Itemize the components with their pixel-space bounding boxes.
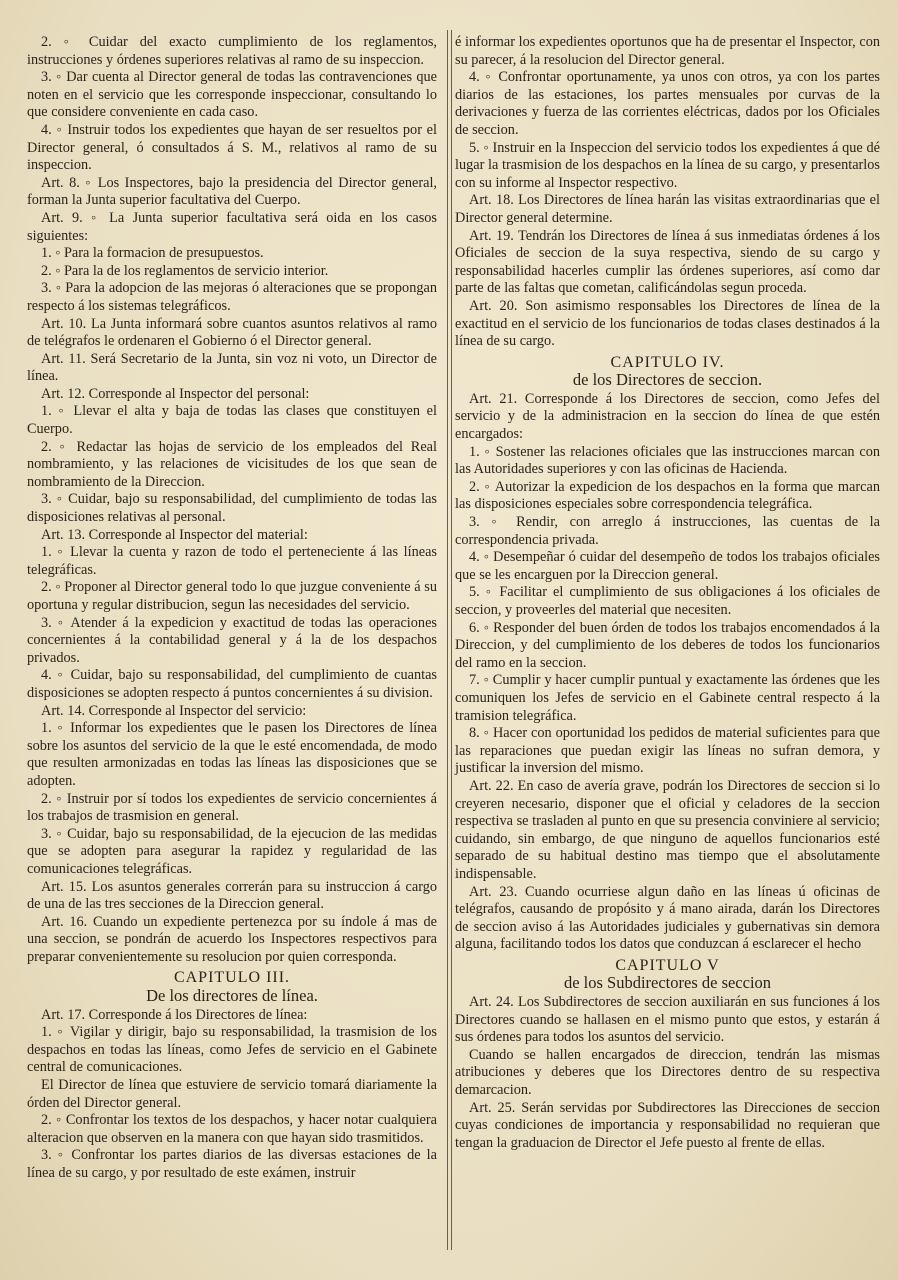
paragraph: 3. ◦ Cuidar, bajo su responsabilidad, del cumplimiento de todas las disposiciones relativas al personal.	[27, 491, 437, 526]
column-divider-inner	[451, 30, 452, 1250]
paragraph: 1. ◦ Informar los expedientes que le pasen los Directores de línea sobre los asuntos del servicio de la que le esté encomendada, de modo que resulten armonizadas en todas las líneas las disposiciones que se adopten.	[27, 720, 437, 789]
paragraph: 7. ◦ Cumplir y hacer cumplir puntual y exactamente las órdenes que les comuniquen los Jefes de servicio en el Gabinete central respecto á la tramision telegráfica.	[455, 672, 880, 724]
paragraph: Art. 16. Cuando un expediente pertenezca por su índole á mas de una seccion, se pondrán de acuerdo los Inspectores respectivos para preparar convenientemente su resolucion por quien corresponda.	[27, 913, 437, 965]
paragraph: Art. 9. ◦ La Junta superior facultativa será oida en los casos siguientes:	[27, 209, 437, 244]
paragraph: 5. ◦ Instruir en la Inspeccion del servicio todos los expedientes á que dé lugar la trasmision de los despachos en la línea de su cargo, y presentarlos con su informe al Inspector respectivo.	[455, 139, 880, 191]
paragraph: 1. ◦ Vigilar y dirigir, bajo su responsabilidad, la trasmision de los despachos en todas las líneas, como Jefes de servicio en el Gabinete central de comunicaciones.	[27, 1024, 437, 1076]
paragraph: Art. 12. Corresponde al Inspector del personal:	[41, 385, 310, 402]
chapter-heading: CAPITULO IV.	[610, 353, 725, 371]
paragraph: 1. ◦ Llevar la cuenta y razon de todo el perteneciente á las líneas telegráficas.	[27, 544, 437, 578]
paragraph: 1. ◦ Sostener las relaciones oficiales que las instrucciones marcan con las Autoridades superiores y con las oficinas de Hacienda.	[455, 443, 880, 478]
paragraph: Art. 13. Corresponde al Inspector del material:	[41, 526, 308, 543]
paragraph: Art. 19. Tendrán los Directores de línea á sus inmediatas órdenes á los Oficiales de seccion de la suya respectiva, siendo de su cargo y responsabilidad hacerles cumplir las órdenes superiores, así como dar parte de las faltas que cometan, calificándolas segun proceda.	[455, 227, 880, 297]
chapter-title: De los directores de línea.	[146, 986, 318, 1006]
paragraph: Art. 15. Los asuntos generales correrán para su instruccion á cargo de una de las tres secciones de la Direccion general.	[27, 878, 437, 913]
paragraph: 4. ◦ Desempeñar ó cuidar del desempeño de todos los trabajos oficiales que se les encarguen por la Direccion general.	[455, 549, 880, 583]
paragraph: Art. 8. ◦ Los Inspectores, bajo la presidencia del Director general, forman la Junta superior facultativa del Cuerpo.	[27, 174, 437, 209]
paragraph: é informar los expedientes oportunos que ha de presentar el Inspector, con su parecer, á la resolucion del Director general.	[455, 34, 880, 68]
paragraph: 1. ◦ Para la formacion de presupuestos.	[41, 245, 264, 262]
paragraph: 3. ◦ Cuidar, bajo su responsabilidad, de la ejecucion de las medidas que se adopten para asegurar la rapidez y regularidad de las comunicaciones telegráficas.	[27, 825, 437, 877]
chapter-heading: CAPITULO III.	[173, 969, 291, 987]
paragraph: Art. 21. Corresponde á los Directores de seccion, como Jefes del servicio y de la administracion en la seccion do línea de que estén encargados:	[455, 390, 880, 443]
paragraph: 8. ◦ Hacer con oportunidad los pedidos de material suficientes para que las reparaciones que puedan exigir las líneas no sufran demora, y justificar la inversion del mismo.	[455, 725, 880, 777]
paragraph: 3. ◦ Confrontar los partes diarios de las diversas estaciones de la línea de su cargo, y por resultado de este exámen, instruir	[27, 1147, 437, 1181]
paragraph: 6. ◦ Responder del buen órden de todos los trabajos encomendados á la Direccion, y del cumplimiento de los deberes de todos los funcionarios del ramo en la seccion.	[455, 619, 880, 671]
paragraph: 1. ◦ Llevar el alta y baja de todas las clases que constituyen el Cuerpo.	[27, 403, 437, 438]
paragraph: Art. 17. Corresponde á los Directores de línea:	[41, 1006, 308, 1023]
paragraph: 3. ◦ Para la adopcion de las mejoras ó alteraciones que se propongan respecto á los sistemas telegráficos.	[27, 280, 437, 314]
paragraph: Art. 22. En caso de avería grave, podrán los Directores de seccion si lo creyeren necesario, disponer que el oficial y celadores de la seccion respectiva se trasladen al punto en que su presencia conviniere al servicio; cuidando, sin embargo, de que ninguno de aquellos funcionarios esté separado de su habitual destino mas tiempo que el absolutamente indispensable.	[455, 777, 880, 882]
paragraph: 4. ◦ Instruir todos los expedientes que hayan de ser resueltos por el Director general, ó consultados á S. M., relativos al ramo de su inspeccion.	[27, 121, 437, 174]
paragraph: Art. 24. Los Subdirectores de seccion auxiliarán en sus funciones á los Directores cuando se hallasen en el mismo punto que estos, y estarán á sus órdenes para todos los asuntos del servicio.	[455, 994, 880, 1046]
paragraph: 3. ◦ Rendir, con arreglo á instrucciones, las cuentas de la correspondencia privada.	[455, 514, 880, 548]
chapter-title: de los Subdirectores de seccion	[563, 973, 772, 993]
paragraph: Art. 20. Son asimismo responsables los Directores de línea de la exactitud en el servicio de los funcionarios de todas clases destinados á la línea de su cargo.	[455, 297, 880, 350]
paragraph: Art. 14. Corresponde al Inspector del servicio:	[41, 702, 307, 719]
paragraph: 2. ◦ Para la de los reglamentos de servicio interior.	[41, 262, 329, 279]
paragraph: Art. 11. Será Secretario de la Junta, sin voz ni voto, un Director de línea.	[27, 350, 437, 385]
paragraph: 2. ◦ Confrontar los textos de los despachos, y hacer notar cualquiera alteracion que observen en la manera con que hayan sido trasmitidos.	[27, 1112, 437, 1146]
paragraph: 5. ◦ Facilitar el cumplimiento de sus obligaciones á los oficiales de seccion, y proveerles del material que necesiten.	[455, 584, 880, 618]
paragraph: Art. 18. Los Directores de línea harán las visitas extraordinarias que el Director general determine.	[455, 192, 880, 226]
paragraph: 3. ◦ Atender á la expedicion y exactitud de todas las operaciones concernientes á la contabilidad general y á la de los despachos privados.	[27, 614, 437, 666]
paragraph: 2. ◦ Cuidar del exacto cumplimiento de los reglamentos, instrucciones y órdenes superiores relativas al ramo de su inspeccion.	[27, 34, 437, 68]
chapter-heading: CAPITULO V	[615, 956, 720, 974]
paragraph: Art. 23. Cuando ocurriese algun daño en las líneas ú oficinas de telégrafos, causando de propósito y á mano airada, darán los Directores de seccion aviso á las Autoridades judiciales y gubernativas sin demora alguna, facilitando todos los datos que conduzcan á esclarecer el hecho	[455, 883, 880, 953]
paragraph: 2. ◦ Redactar las hojas de servicio de los empleados del Real nombramiento, y las relaciones de vicisitudes de los que sean de nombramiento de la Direccion.	[27, 438, 437, 490]
paragraph: El Director de línea que estuviere de servicio tomará diariamente la órden del Director general.	[27, 1077, 437, 1111]
paragraph: 4. ◦ Cuidar, bajo su responsabilidad, del cumplimiento de cuantas disposiciones se adopten respecto á puntos concernientes á su division.	[27, 667, 437, 701]
paragraph: Art. 25. Serán servidas por Subdirectores las Direcciones de seccion cuyas condiciones de importancia y responsabilidad no requieran que tengan la graduacion de Director el Jefe puesto al frente de ellas.	[455, 1099, 880, 1151]
paragraph: 2. ◦ Autorizar la expedicion de los despachos en la forma que marcan las disposiciones especiales sobre correspondencia telegráfica.	[455, 478, 880, 513]
paragraph: 4. ◦ Confrontar oportunamente, ya unos con otros, ya con los partes diarios de las estaciones, los partes mensuales por curvas de la derivaciones y fuerza de las corrientes eléctricas, dados por los Oficiales de seccion.	[455, 69, 880, 138]
paragraph: Cuando se hallen encargados de direccion, tendrán las mismas atribuciones y deberes que los Directores dentro de su respectiva demarcacion.	[455, 1046, 880, 1099]
paragraph: 3. ◦ Dar cuenta al Director general de todas las contravenciones que noten en el servicio que les corresponde inspeccionar, consultando lo que considere conveniente en cada caso.	[27, 69, 437, 121]
chapter-title: de los Directores de seccion.	[572, 370, 763, 390]
paragraph: 2. ◦ Proponer al Director general todo lo que juzgue conveniente á su oportuna y regular distribucion, segun las necesidades del servicio.	[27, 579, 437, 613]
left-column	[27, 34, 437, 1183]
paragraph: 2. ◦ Instruir por sí todos los expedientes de servicio concernientes á los trabajos de trasmision en general.	[27, 790, 437, 825]
paragraph: Art. 10. La Junta informará sobre cuantos asuntos relativos al ramo de telégrafos le ordenaren el Gobierno ó el Director general.	[27, 315, 437, 350]
column-divider	[447, 30, 448, 1250]
right-column	[455, 34, 880, 1152]
